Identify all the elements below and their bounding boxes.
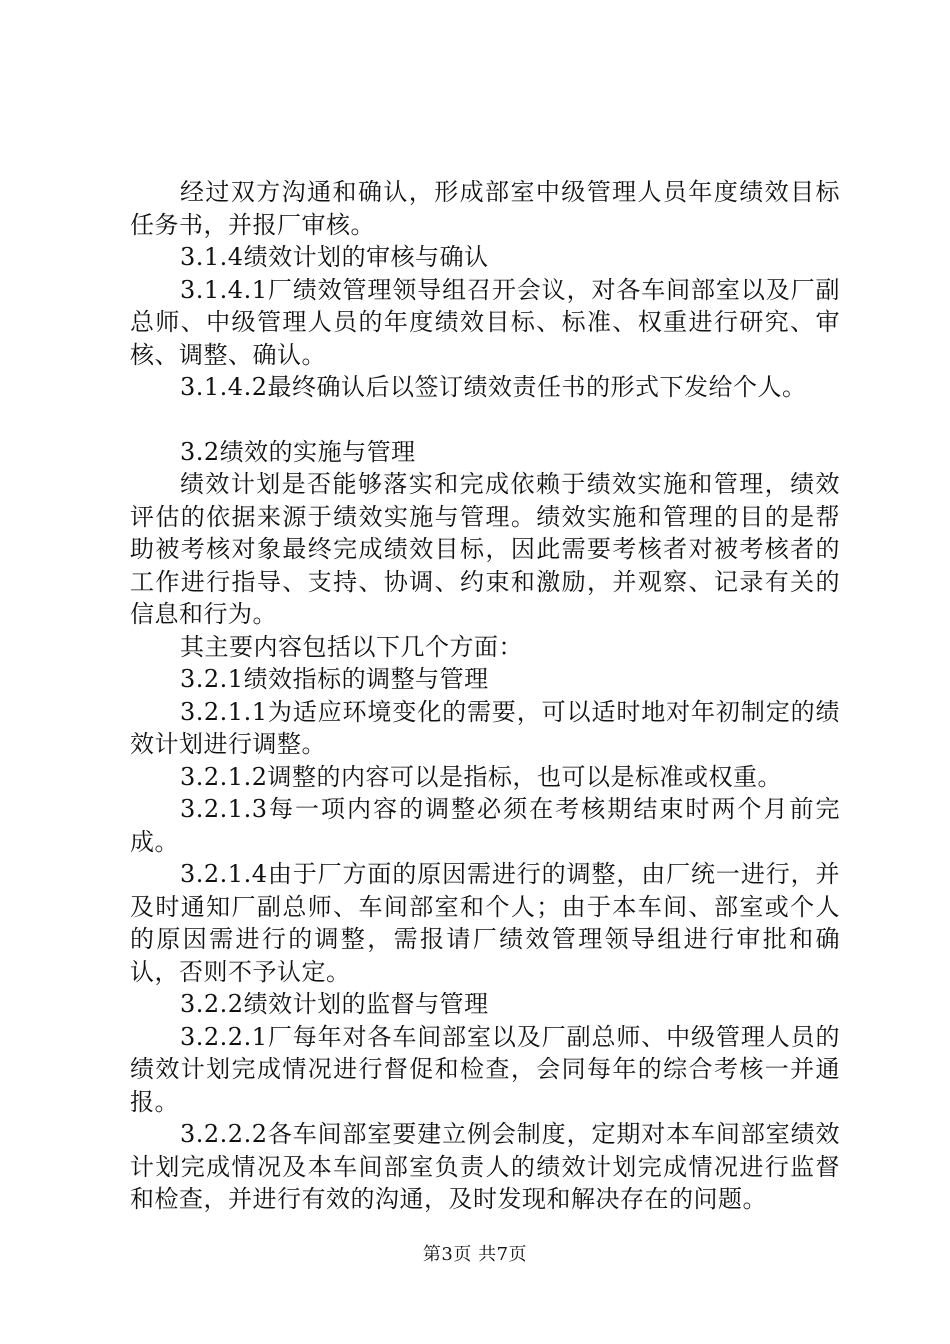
paragraph: 绩效计划是否能够落实和完成依赖于绩效实施和管理，绩效评估的依据来源于绩效实施与管理。绩效实施和管理的目的是帮助被考核对象最终完成绩效目标，因此需要考核者对被考核者的工作进行指导、支持、协调、约束和激励，并观察、记录有关的信息和行为。 (130, 470, 840, 628)
section-heading: 3.2.2绩效计划的监督与管理 (180, 990, 489, 1018)
paragraph: 3.1.4.2最终确认后以签订绩效责任书的形式下发给个人。 (180, 373, 807, 401)
document-body (130, 176, 840, 1216)
paragraph: 3.2.2.1厂每年对各车间部室以及厂副总师、中级管理人员的绩效计划完成情况进行督促和检查，会同每年的综合考核一并通报。 (130, 1022, 840, 1116)
section-heading: 3.1.4绩效计划的审核与确认 (180, 243, 489, 271)
paragraph: 3.1.4.1厂绩效管理领导组召开会议，对各车间部室以及厂副总师、中级管理人员的年度绩效目标、标准、权重进行研究、审核、调整、确认。 (130, 275, 840, 369)
page-number-footer: 第3页 共7页 (422, 1244, 528, 1265)
paragraph: 经过双方沟通和确认，形成部室中级管理人员年度绩效目标任务书，并报厂审核。 (130, 178, 840, 239)
paragraph: 其主要内容包括以下几个方面： (180, 632, 523, 661)
section-heading: 3.2.1绩效指标的调整与管理 (180, 665, 489, 693)
paragraph: 3.2.1.4由于厂方面的原因需进行的调整，由厂统一进行，并及时通知厂副总师、车间部室和个人；由于本车间、部室或个人的原因需进行的调整，需报请厂绩效管理领导组进行审批和确认，否则不予认定。 (130, 860, 840, 986)
paragraph: 3.2.1.2调整的内容可以是指标，也可以是标准或权重。 (180, 762, 782, 791)
section-heading: 3.2绩效的实施与管理 (180, 437, 416, 466)
paragraph: 3.2.1.3每一项内容的调整必须在考核期结束时两个月前完成。 (130, 795, 840, 856)
paragraph: 3.2.2.2各车间部室要建立例会制度，定期对本车间部室绩效计划完成情况及本车间部室负责人的绩效计划完成情况进行监督和检查，并进行有效的沟通，及时发现和解决存在的问题。 (130, 1120, 840, 1213)
paragraph: 3.2.1.1为适应环境变化的需要，可以适时地对年初制定的绩效计划进行调整。 (130, 697, 840, 758)
